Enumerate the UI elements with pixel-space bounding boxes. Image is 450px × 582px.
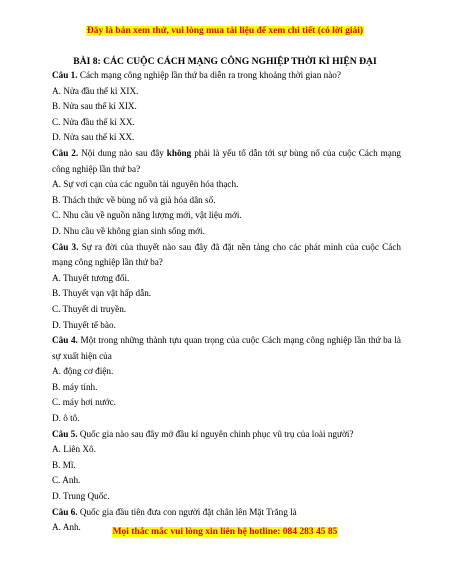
option-5c: C. Anh.: [52, 475, 81, 486]
question-label: Câu 4.: [52, 335, 78, 346]
question-label: Câu 2.: [52, 147, 79, 158]
question-label: Câu 1.: [52, 70, 78, 80]
question-6: [52, 505, 401, 521]
option-4c: C. máy hơi nước.: [52, 397, 116, 408]
question-list: [52, 68, 401, 536]
question-emphasis: không: [166, 147, 192, 158]
question-label: Câu 5.: [52, 428, 78, 439]
question-text-cont: phải là yếu tố dẫn tới sự bùng nổ của cuộc Cách mạng công nghiệp lần thứ ba?: [52, 147, 402, 174]
question-text: Quốc gia nào sau đây mở đầu kỉ nguyên chinh phục vũ trụ của loài người?: [79, 428, 354, 439]
option-2b: B. Thách thức về bùng nổ và già hóa dân số.: [52, 194, 216, 205]
option-2a: A. Sự vơi cạn của các nguồn tài nguyên hóa thạch.: [52, 179, 239, 190]
hotline-notice-banner: [0, 527, 450, 537]
preview-notice-banner: [0, 26, 450, 36]
option-3c: C. Thuyết di truyền.: [52, 303, 127, 314]
option-3b: B. Thuyết vạn vật hấp dẫn.: [52, 288, 152, 299]
option-2c: C. Nhu cầu về nguồn năng lượng mới, vật liệu mới.: [52, 210, 242, 221]
option-5a: A. Liên Xô.: [52, 444, 96, 455]
question-4: [52, 333, 401, 364]
option-4d: D. ô tô.: [52, 413, 80, 424]
option-5b: B. Mĩ.: [52, 459, 76, 470]
question-text: Quốc gia đầu tiên đưa con người đặt chân lên Mặt Trăng là: [79, 506, 297, 517]
preview-notice-text: Đây là bản xem thử, vui lòng mua tài liệu để xem chi tiết (có lời giải): [86, 26, 364, 36]
question-5: [52, 427, 401, 443]
question-text: Một trong những thành tựu quan trọng của cuộc Cách mạng công nghiệp lần thứ ba là sự xuất hiện của: [52, 335, 401, 361]
option-3d: D. Thuyết tế bào.: [52, 319, 116, 330]
question-text: Cách mạng công nghiệp lần thứ ba diễn ra trong khoảng thời gian nào?: [79, 70, 341, 80]
option-1b: B. Nửa sau thế kỉ XIX.: [52, 101, 137, 112]
option-6a: A. Anh.: [52, 522, 81, 533]
question-text: Sự ra đời của thuyết nào sau đây đã đặt nền tảng cho các phát minh của cuộc Cách mạng công nghiệp lần thứ ba?: [52, 241, 402, 268]
option-4a: A. động cơ điện.: [52, 366, 114, 377]
document-title: BÀI 8: CÁC CUỘC CÁCH MẠNG CÔNG NGHIỆP THỜI KÌ HIỆN ĐẠI: [73, 56, 377, 67]
option-1d: D. Nửa sau thế kỉ XX.: [52, 132, 135, 143]
question-3: [52, 240, 401, 271]
option-1c: C. Nửa đầu thế kỉ XX.: [52, 116, 135, 127]
hotline-notice-text: Mọi thắc mắc vui lòng xin liên hệ hotline: 084 283 45 85: [112, 527, 338, 537]
option-2d: D. Nhu cầu về không gian sinh sống mới.: [52, 225, 205, 236]
option-1a: A. Nửa đầu thế kỉ XIX.: [52, 85, 139, 96]
question-2: [52, 146, 401, 177]
option-5d: D. Trung Quốc.: [52, 491, 110, 502]
question-label: Câu 3.: [52, 241, 79, 252]
question-label: Câu 6.: [52, 506, 78, 517]
option-3a: A. Thuyết tương đối.: [52, 272, 130, 283]
question-text: Nội dung nào sau đây: [81, 147, 164, 158]
question-1: [52, 68, 401, 84]
option-4b: B. máy tính.: [52, 381, 98, 392]
